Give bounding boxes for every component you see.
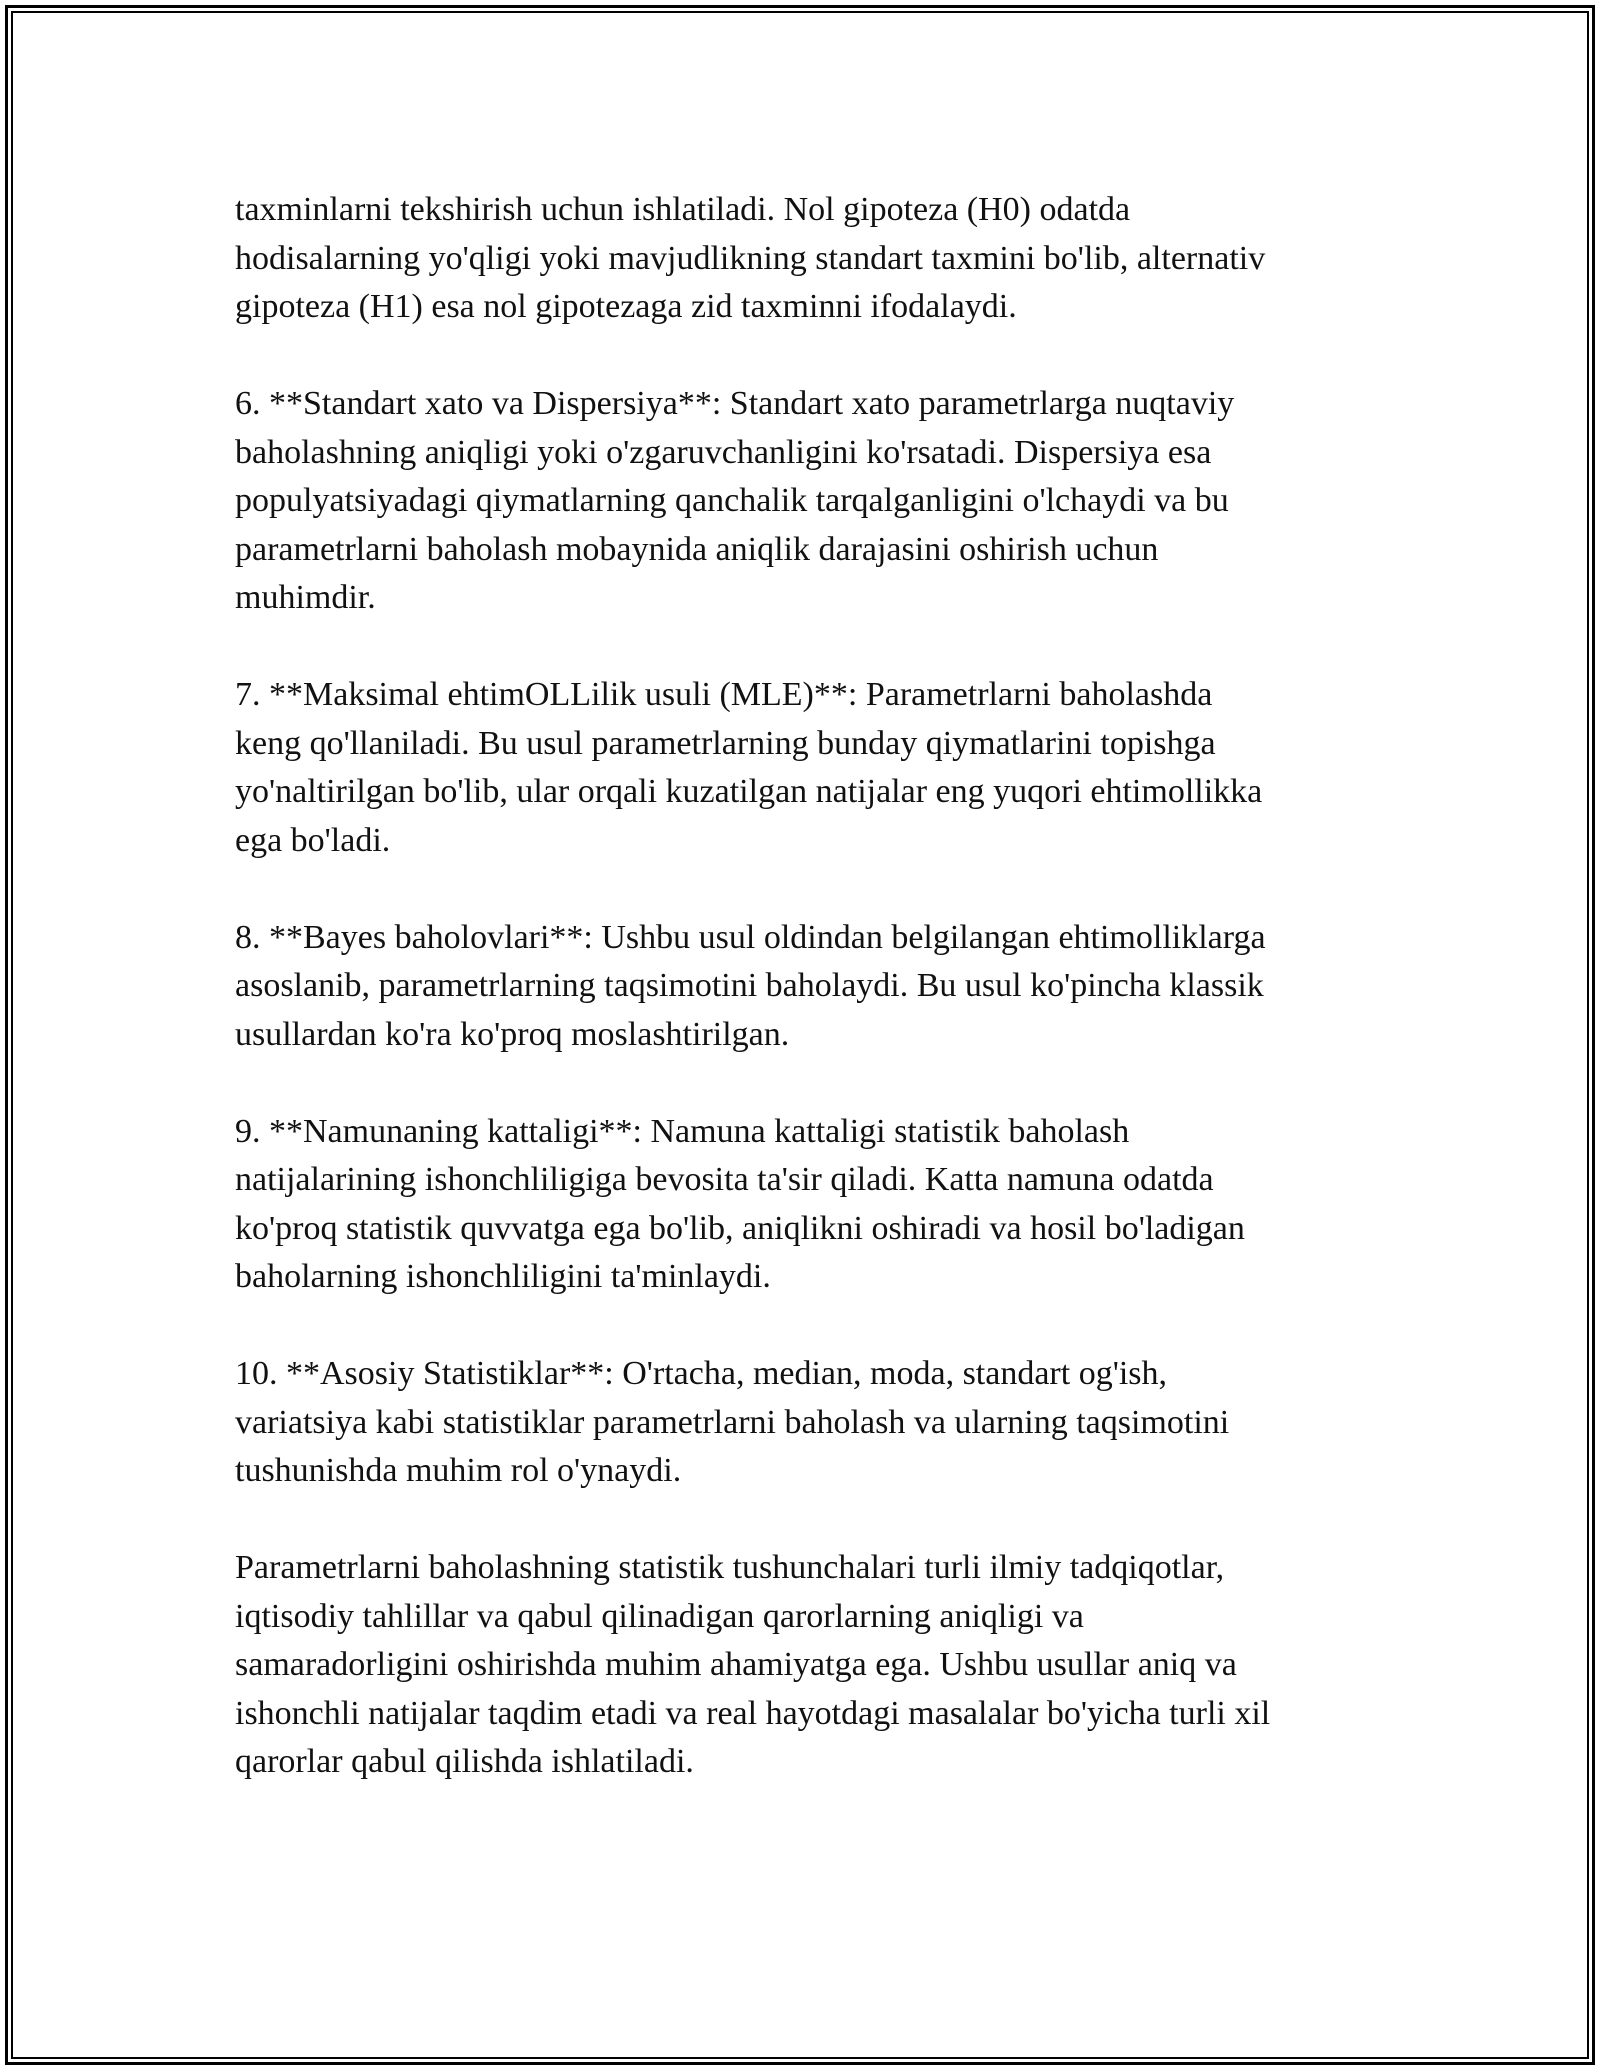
paragraph-item-6-standard-error: 6. **Standart xato va Dispersiya**: Standart xato parametrlarga nuqtaviy baholashning aniqligi yoki o'zgaruvchanligini ko'rsatadi. Dispersiya esa populyatsiyadagi qiymatlarning qanchalik tarqalganligini o'lchaydi va bu parametrlarni baholash mobaynida aniqlik darajasini oshirish uchun muhimdir.	[235, 385, 1235, 616]
paragraph-hypothesis-continuation: taxminlarni tekshirish uchun ishlatiladi. Nol gipoteza (H0) odatda hodisalarning yo'qligi yoki mavjudlikning standart taxmini bo'lib, alternativ gipoteza (H1) esa nol gipotezaga zid taxminni ifodalaydi.	[235, 191, 1266, 325]
paragraph-item-7-mle: 7. **Maksimal ehtimOLLilik usuli (MLE)**: Parametrlarni baholashda keng qo'llaniladi. Bu usul parametrlarning bunday qiymatlarini topishga yo'naltirilgan bo'lib, ular orqali kuzatilgan natijalar eng yuqori ehtimollikka ega bo'ladi.	[235, 676, 1263, 859]
paragraph-conclusion: Parametrlarni baholashning statistik tushunchalari turli ilmiy tadqiqotlar, iqtisodiy tahlillar va qabul qilinadigan qarorlarning aniqligi va samaradorligini oshirishda muhim ahamiyatga ega. Ushbu usullar aniq va ishonchli natijalar taqdim etadi va real hayotdagi masalalar bo'yicha turli xil qarorlar qabul qilishda ishlatiladi.	[235, 1549, 1271, 1780]
paragraph-item-9-sample-size: 9. **Namunaning kattaligi**: Namuna kattaligi statistik baholash natijalarining ishonchliligiga bevosita ta'sir qiladi. Katta namuna odatda ko'proq statistik quvvatga ega bo'lib, aniqlikni oshiradi va hosil bo'ladigan baholarning ishonchliligini ta'minlaydi.	[235, 1112, 1245, 1295]
document-body	[235, 186, 1365, 1835]
paragraph-item-10-basic-statistics: 10. **Asosiy Statistiklar**: O'rtacha, median, moda, standart og'ish, variatsiya kabi statistiklar parametrlarni baholash va ularning taqsimotini tushunishda muhim rol o'ynaydi.	[235, 1355, 1230, 1489]
paragraph-item-8-bayes: 8. **Bayes baholovlari**: Ushbu usul oldindan belgilangan ehtimolliklarga asoslanib, parametrlarning taqsimotini baholaydi. Bu usul ko'pincha klassik usullardan ko'ra ko'proq moslashtirilgan.	[235, 918, 1266, 1053]
